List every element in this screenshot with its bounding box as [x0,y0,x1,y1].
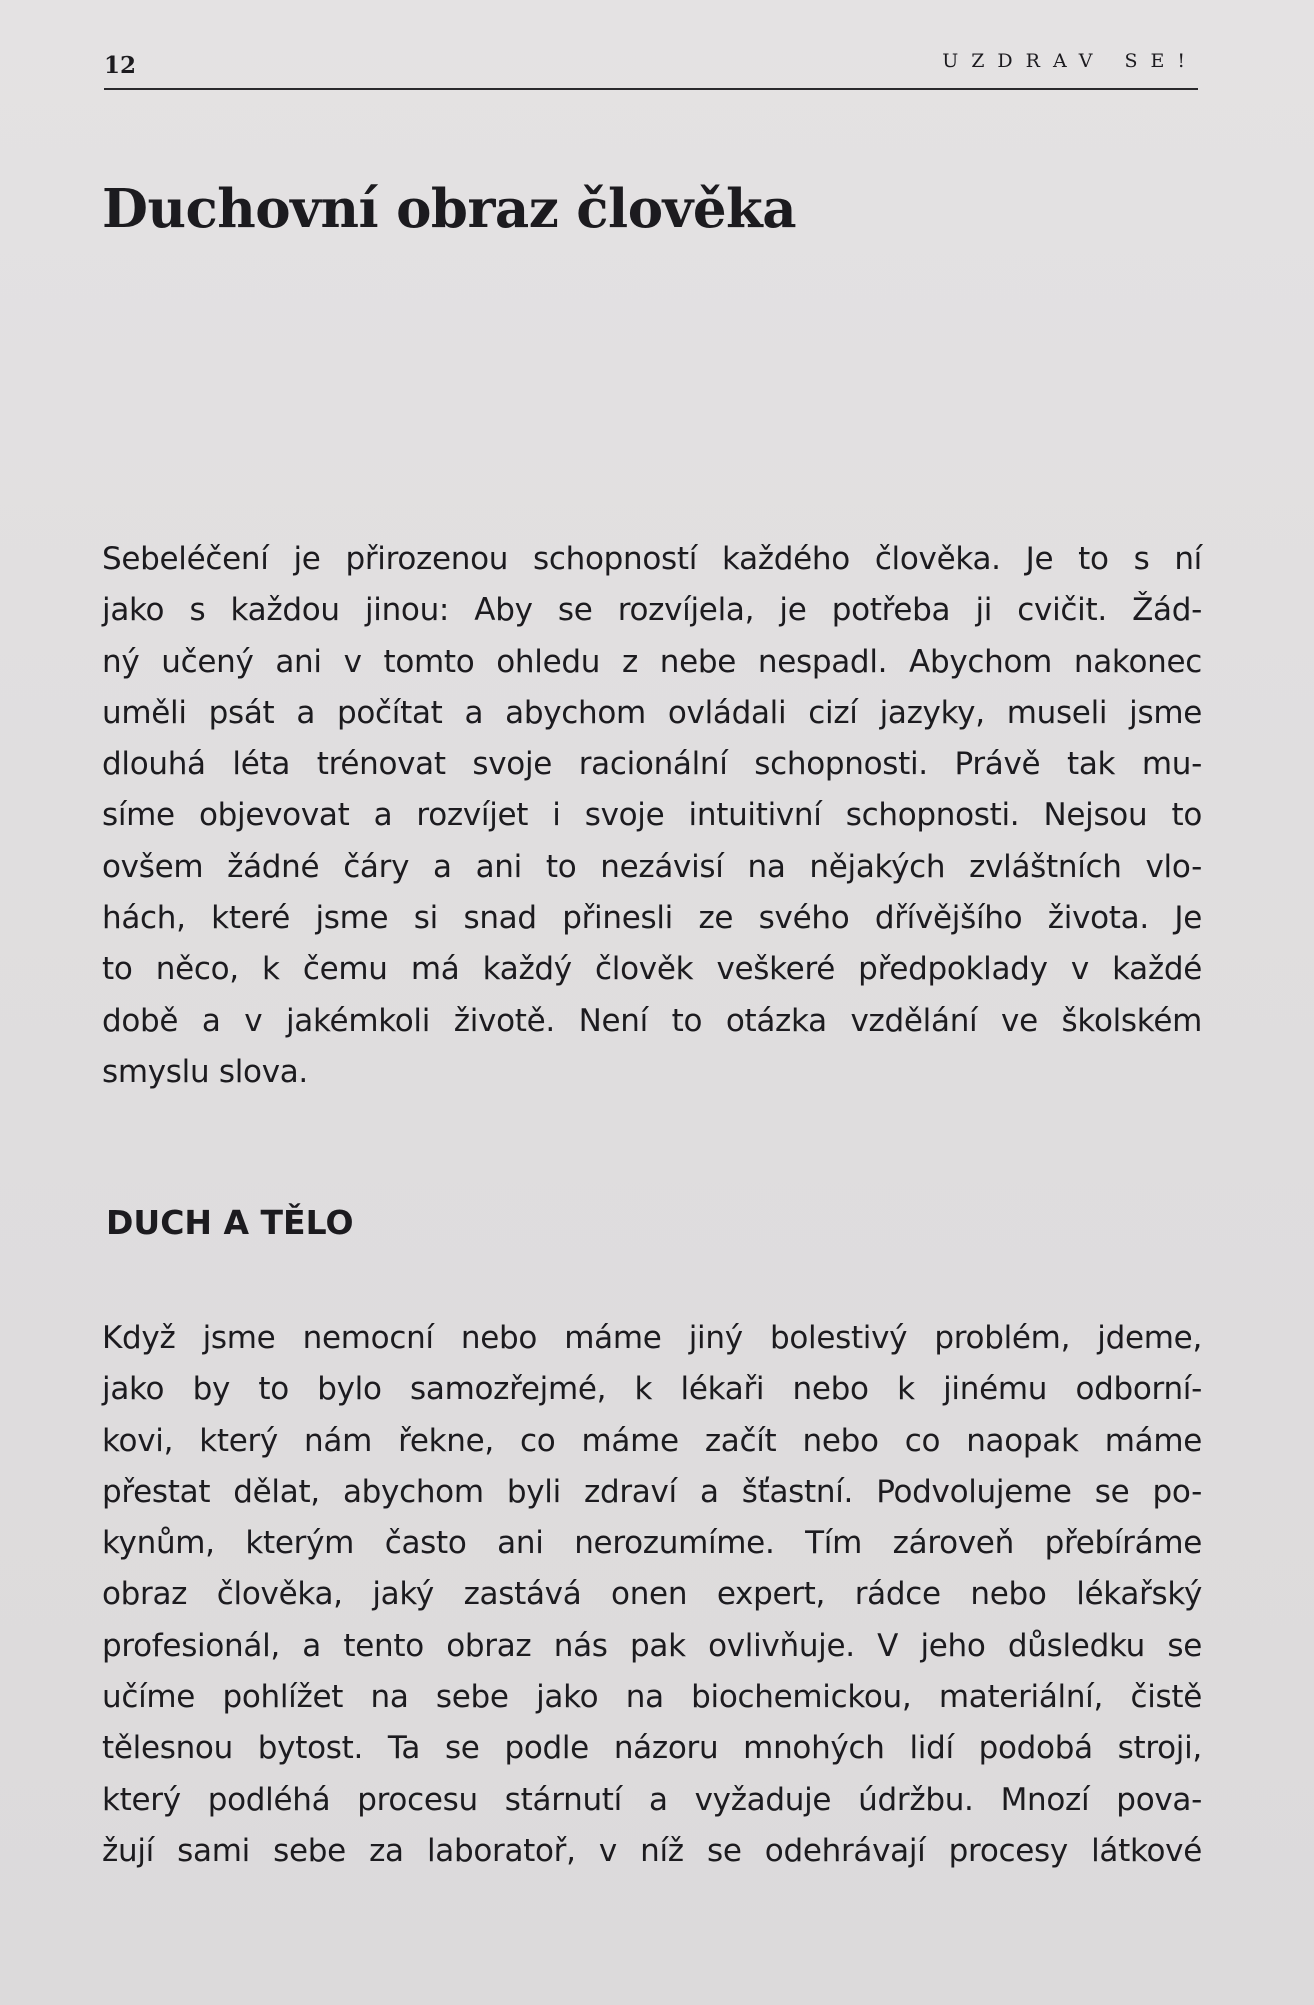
body-paragraph [102,1313,1202,1877]
page-number: 12 [104,52,137,79]
text-line: ovšem žádné čáry a ani to nezávisí na nějakých zvláštních vlo- [102,848,1202,885]
text-line: Když jsme nemocní nebo máme jiný bolestivý problém, jdeme, [102,1320,1202,1356]
text-line: uměli psát a počítat a abychom ovládali cizí jazyky, museli jsme [102,694,1202,731]
header-rule [104,88,1198,90]
text-line: jako s každou jinou: Aby se rozvíjela, je potřeba ji cvičit. Žád- [102,592,1202,629]
chapter-title: Duchovní obraz člověka [102,178,797,240]
text-line: dlouhá léta trénovat svoje racionální schopnosti. Právě tak mu- [102,746,1202,783]
text-line: žují sami sebe za laboratoř, v níž se odehrávají procesy látkové [102,1832,1202,1869]
text-line: jako by to bylo samozřejmé, k lékaři nebo k jinému odborní- [102,1371,1202,1408]
text-line: který podléhá procesu stárnutí a vyžaduje údržbu. Mnozí pova- [102,1781,1202,1818]
text-line: profesionál, a tento obraz nás pak ovlivňuje. V jeho důsledku se [102,1627,1202,1664]
text-line: době a v jakémkoli životě. Není to otázka vzdělání ve školském [102,1002,1202,1039]
running-head: UZDRAV SE! [942,50,1198,72]
text-line: kovi, který nám řekne, co máme začít nebo co naopak máme [102,1422,1202,1459]
text-line: hách, které jsme si snad přinesli ze svého dřívějšího života. Je [102,900,1202,937]
text-line: přestat dělat, abychom byli zdraví a šťastní. Podvolujeme se po- [102,1473,1202,1510]
page-header [104,44,1198,84]
text-line: Sebeléčení je přirozenou schopností každého člověka. Je to s ní [102,541,1202,577]
text-line: smyslu slova. [102,1053,308,1090]
text-line: to něco, k čemu má každý člověk veškeré předpoklady v každé [102,951,1202,988]
text-line: ný učený ani v tomto ohledu z nebe nespadl. Abychom nakonec [102,643,1202,680]
text-line: učíme pohlížet na sebe jako na biochemickou, materiální, čistě [102,1679,1202,1716]
intro-paragraph [102,534,1202,1098]
text-line: síme objevovat a rozvíjet i svoje intuitivní schopnosti. Nejsou to [102,797,1202,834]
text-line: tělesnou bytost. Ta se podle názoru mnohých lidí podobá stroji, [102,1730,1202,1767]
section-heading: DUCH A TĚLO [106,1203,354,1242]
text-line: obraz člověka, jaký zastává onen expert, rádce nebo lékařský [102,1576,1202,1613]
text-line: kynům, kterým často ani nerozumíme. Tím zároveň přebíráme [102,1525,1202,1562]
